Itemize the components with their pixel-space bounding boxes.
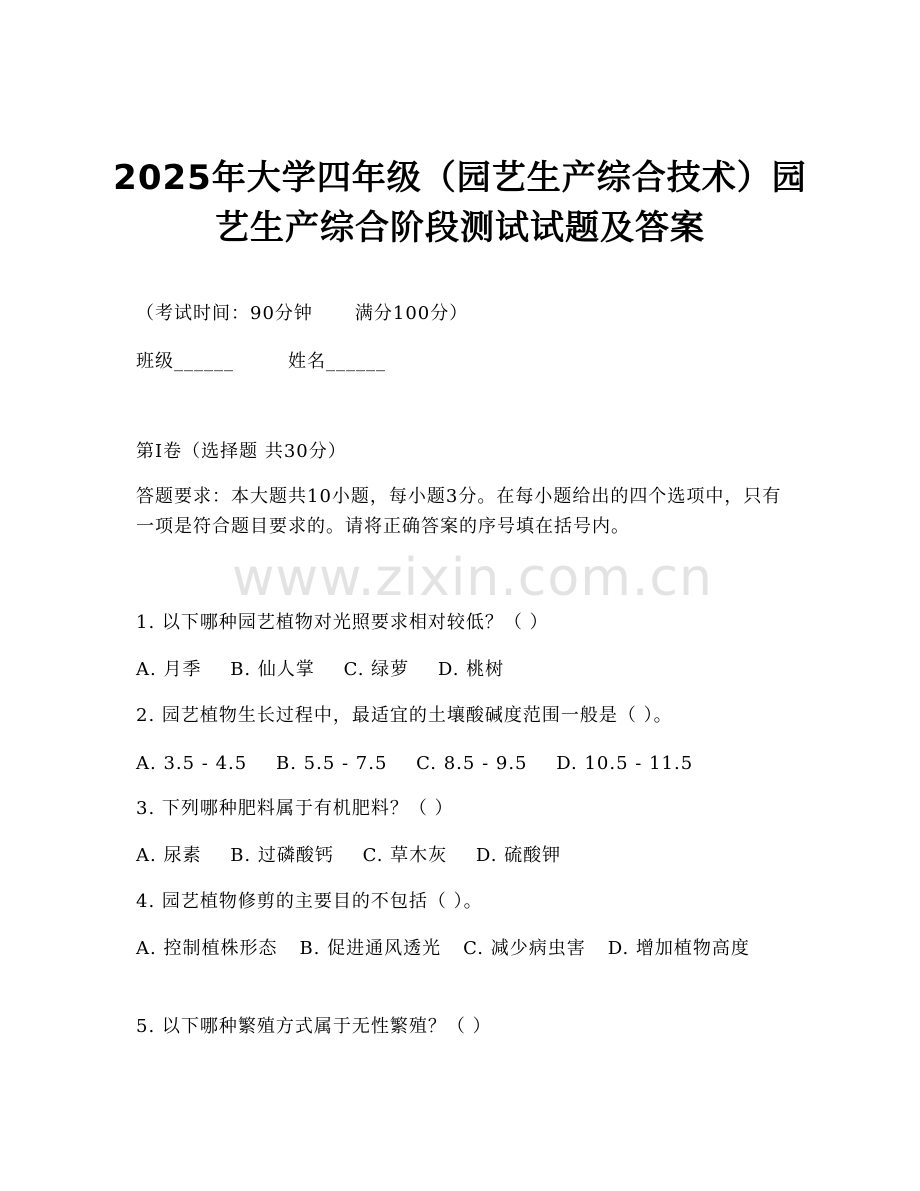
option-a: A. 月季 — [136, 659, 202, 680]
class-field: 班级______ — [136, 351, 234, 372]
option-b: B. 仙人掌 — [230, 659, 315, 680]
question-5: 5. 以下哪种繁殖方式属于无性繁殖？（ ） — [136, 1016, 492, 1037]
option-c: C. 8.5 - 9.5 — [416, 753, 528, 774]
section-heading: 第I卷（选择题 共30分） — [136, 441, 347, 462]
question-1: 1. 以下哪种园艺植物对光照要求相对较低？（ ） — [136, 612, 549, 633]
option-d: D. 硫酸钾 — [475, 845, 562, 866]
question-1-options — [136, 659, 786, 681]
document-title-line-2: 艺生产综合阶段测试试题及答案 — [215, 208, 705, 248]
instructions: 答题要求：本大题共10小题，每小题3分。在每小题给出的四个选项中，只有一项是符合题目要求的。请将正确答案的序号填在括号内。 — [136, 486, 782, 537]
question-4-options — [136, 934, 786, 964]
document-title-line-1: 2025年大学四年级（园艺生产综合技术）园 — [113, 158, 807, 198]
option-a: A. 3.5 - 4.5 — [136, 753, 248, 774]
exam-time: （考试时间：90分钟 — [136, 303, 313, 324]
option-a: A. 控制植株形态 — [136, 938, 278, 959]
student-info — [136, 351, 786, 373]
full-score: 满分100分） — [354, 303, 469, 324]
option-b: B. 过磷酸钙 — [230, 845, 334, 866]
option-c: C. 减少病虫害 — [463, 938, 586, 959]
question-3: 3. 下列哪种肥料属于有机肥料？（ ） — [136, 798, 454, 819]
option-d: D. 桃树 — [437, 659, 505, 680]
option-c: C. 绿萝 — [343, 659, 410, 680]
option-b: B. 5.5 - 7.5 — [275, 753, 388, 774]
watermark: www.zixin.com.cn — [232, 548, 713, 608]
question-4: 4. 园艺植物修剪的主要目的不包括（ ）。 — [136, 891, 483, 912]
name-field: 姓名______ — [288, 351, 386, 372]
option-b: B. 促进通风透光 — [299, 938, 442, 959]
option-a: A. 尿素 — [136, 845, 202, 866]
option-c: C. 草木灰 — [362, 845, 448, 866]
question-2-options — [136, 753, 786, 775]
option-d: D. 10.5 - 11.5 — [556, 753, 694, 774]
question-3-options — [136, 845, 786, 867]
option-d: D. 增加植物高度 — [607, 938, 750, 959]
exam-info — [136, 303, 786, 325]
question-2: 2. 园艺植物生长过程中，最适宜的土壤酸碱度范围一般是（ ）。 — [136, 705, 673, 726]
